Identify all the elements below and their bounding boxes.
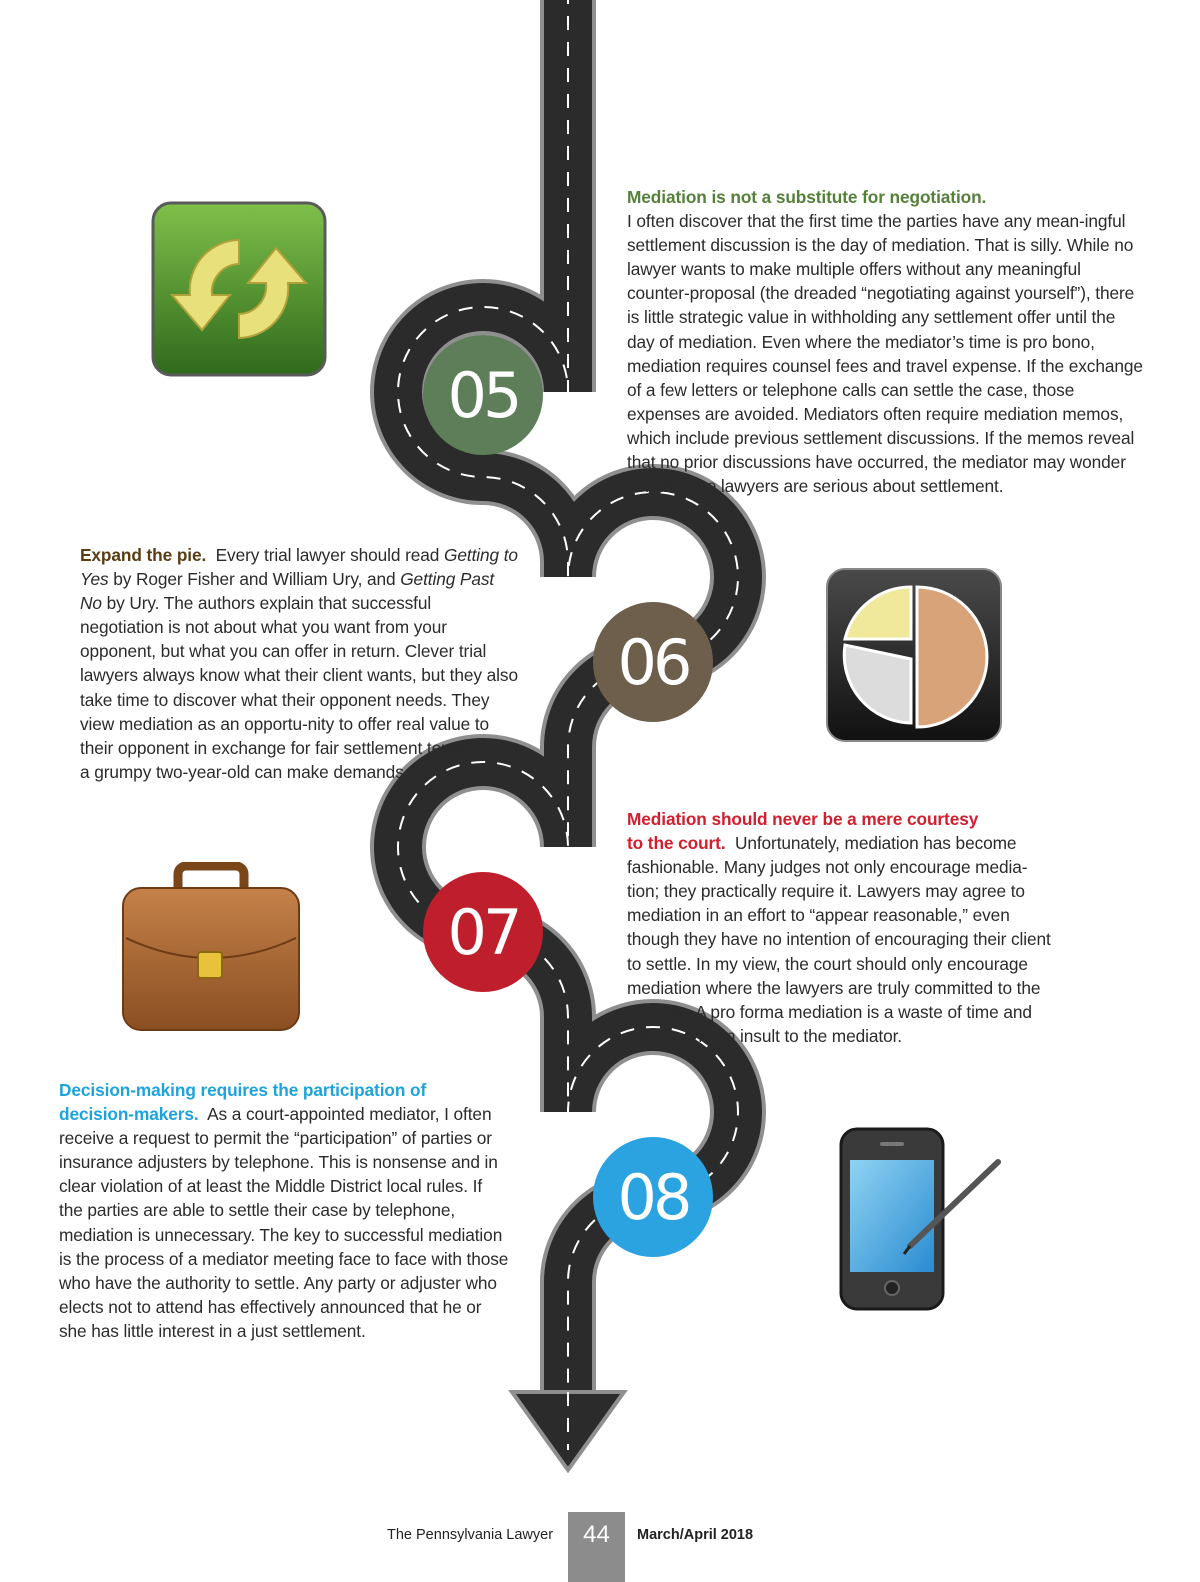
tip-07 — [627, 807, 1057, 1048]
tip-05-heading: Mediation is not a substitute for negotiation. — [627, 187, 987, 207]
tip-06-book1: Getting to Yes — [80, 545, 518, 590]
tip-05 — [627, 185, 1147, 498]
tip-07-paragraph — [627, 831, 1057, 1048]
tip-06-book2: Getting Past No — [80, 569, 495, 614]
pie-chart-icon — [825, 567, 1003, 743]
step-number-07: 07 — [423, 872, 543, 992]
tip-08-heading-line2: decision-makers. — [59, 1104, 199, 1125]
tip-06-rest: by Ury. The authors explain that successful negotiation is not about what you want from your opponent, but what you can offer in return. Clever trial lawyers always know what their client wants, but they also take time to discover what their opponent needs. They view mediation as an opportu-nity to offer real value to their opponent in exchange for fair settlement terms. Even a grumpy two-year-old can make demands. — [80, 593, 518, 782]
tip-07-heading-line1: Mediation should never be a mere courtesy — [627, 809, 979, 829]
smartphone-stylus-icon — [838, 1126, 1008, 1312]
tip-06-paragraph — [80, 543, 518, 784]
tip-06 — [80, 543, 518, 784]
page-number: 44 — [568, 1512, 625, 1582]
tip-08-body: As a court-appointed mediator, I often receive a request to permit the “participation” of parties or insurance adjusters by telephone. This is nonsense and in clear violation of at least the Middle District local rules. If the parties are able to settle their case by telephone, mediation is unnecessary. The key to successful mediation is the process of a mediator meeting face to face with those who have the authority to settle. Any party or adjuster who elects not to attend has effectively announced that he or she has little interest in a just settlement. — [59, 1104, 509, 1341]
tip-06-intro: Every trial lawyer should read — [215, 545, 440, 565]
step-number-05: 05 — [423, 335, 543, 455]
briefcase-icon — [120, 862, 302, 1034]
refresh-arrows-icon — [150, 200, 328, 378]
tip-06-mid1: by Roger Fisher and William Ury, and — [113, 569, 396, 590]
tip-06-heading: Expand the pie. — [80, 545, 207, 565]
tip-08 — [59, 1078, 509, 1343]
tip-08-heading-line1: Decision-making requires the participation of — [59, 1080, 427, 1100]
footer-publication: The Pennsylvania Lawyer — [387, 1527, 554, 1543]
footer-date: March/April 2018 — [637, 1527, 754, 1543]
tip-07-body: Unfortunately, mediation has become fashionable. Many judges not only encourage media-tion; they practically require it. Lawyers may agree to mediation in an effort to “appear reasonable,” even though they have no intention of encouraging their client to settle. In my view, the court should only encourage mediation where the lawyers are truly committed to the process. A pro forma mediation is a waste of time and money and an insult to the mediator. — [627, 833, 1051, 1046]
step-number-06: 06 — [593, 602, 713, 722]
step-number-08: 08 — [593, 1137, 713, 1257]
tip-05-body: I often discover that the first time the parties have any mean-ingful settlement discussion is the day of mediation. That is silly. While no lawyer wants to make multiple offers without any meaningful counter-proposal (the dreaded “negotiating against yourself”), there is little strategic value in withholding any settlement offer until the day of mediation. Even where the mediator’s time is pro bono, mediation requires counsel fees and travel expense. If the exchange of a few letters or telephone calls can settle the case, those expenses are avoided. Mediators often require mediation memos, which include previous settlement discussions. If the memos reveal that no prior discussions have occurred, the mediator may wonder whether the lawyers are serious about settlement. — [627, 211, 1143, 497]
tip-08-paragraph — [59, 1102, 509, 1343]
tip-07-heading-line2: to the court. — [627, 833, 726, 854]
